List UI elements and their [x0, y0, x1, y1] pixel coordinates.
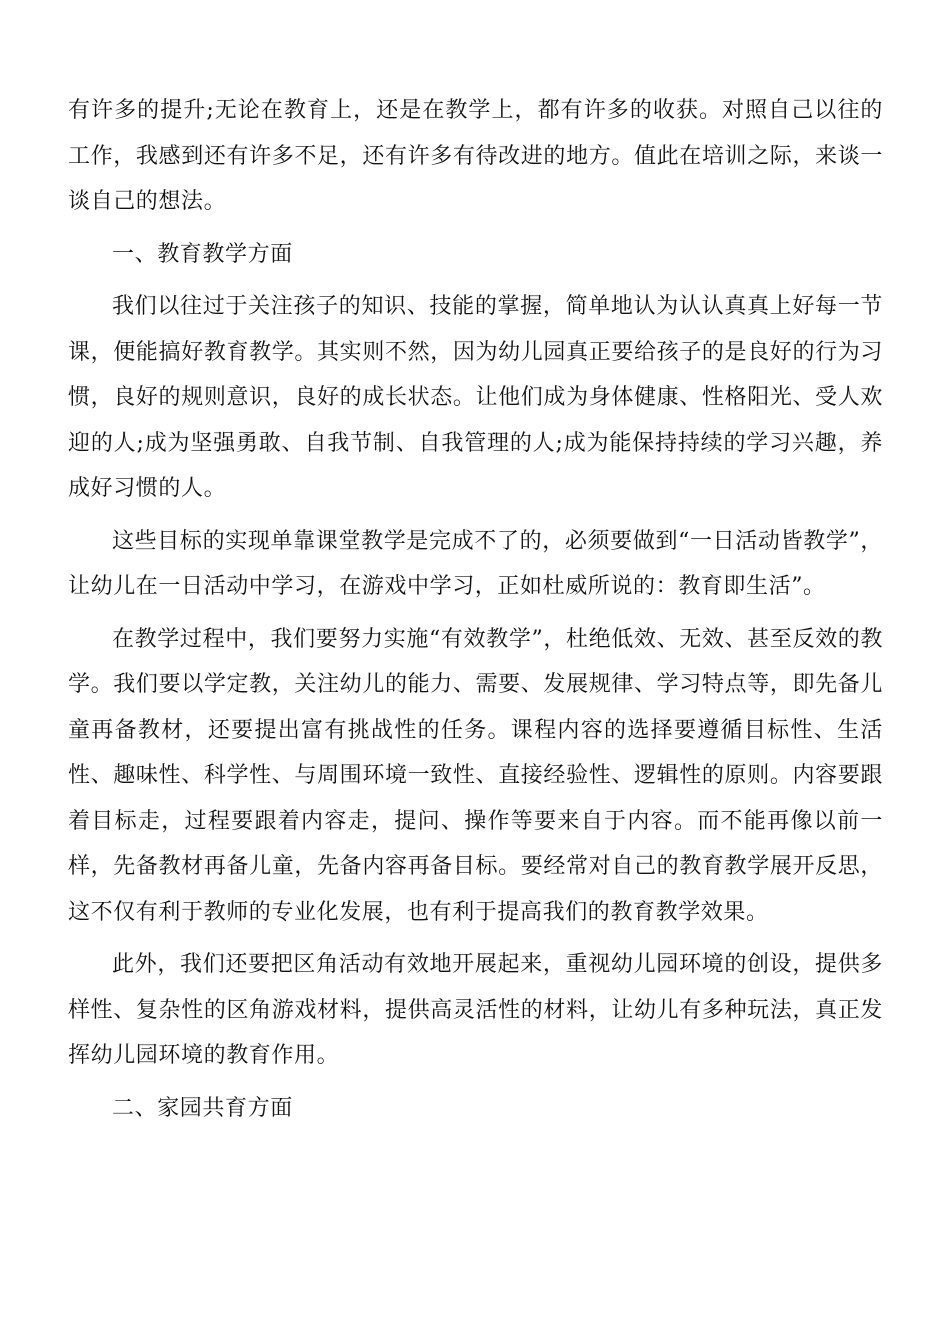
paragraph-daily-activities: 这些目标的实现单靠课堂教学是完成不了的，必须要做到“一日活动皆教学”，让幼儿在一日活动中学习，在游戏中学习，正如杜威所说的：教育即生活”。 — [68, 528, 883, 599]
paragraph-continuation: 有许多的提升;无论在教育上，还是在教学上，都有许多的收获。对照自己以往的工作，我感到还有许多不足，还有许多有待改进的地方。值此在培训之际，来谈一谈自己的想法。 — [68, 98, 883, 214]
paragraph-corner-activities: 此外，我们还要把区角活动有效地开展起来，重视幼儿园环境的创设，提供多样性、复杂性的区角游戏材料，提供高灵活性的材料，让幼儿有多种玩法，真正发挥幼儿园环境的教育作用。 — [68, 952, 883, 1068]
paragraph-teaching-goals: 我们以往过于关注孩子的知识、技能的掌握，简单地认为认认真真上好每一节课，便能搞好教育教学。其实则不然，因为幼儿园真正要给孩子的是良好的行为习惯，良好的规则意识，良好的成长状态。让他们成为身体健康、性格阳光、受人欢迎的人;成为坚强勇敢、自我节制、自我管理的人;成为能保持持续的学习兴趣，养成好习惯的人。 — [68, 294, 883, 501]
paragraph-effective-teaching: 在教学过程中，我们要努力实施“有效教学”，杜绝低效、无效、甚至反效的教学。我们要以学定教，关注幼儿的能力、需要、发展规律、学习特点等，即先备儿童再备教材，还要提出富有挑战性的任务。课程内容的选择要遵循目标性、生活性、趣味性、科学性、与周围环境一致性、直接经验性、逻辑性的原则。内容要跟着目标走，过程要跟着内容走，提问、操作等要来自于内容。而不能再像以前一样，先备教材再备儿童，先备内容再备目标。要经常对自己的教育教学展开反思，这不仅有利于教师的专业化发展，也有利于提高我们的教育教学效果。 — [68, 626, 883, 925]
document-body — [68, 88, 883, 1131]
section-heading-teaching: 一、教育教学方面 — [112, 241, 293, 267]
section-heading-home-school: 二、家园共育方面 — [112, 1095, 293, 1121]
